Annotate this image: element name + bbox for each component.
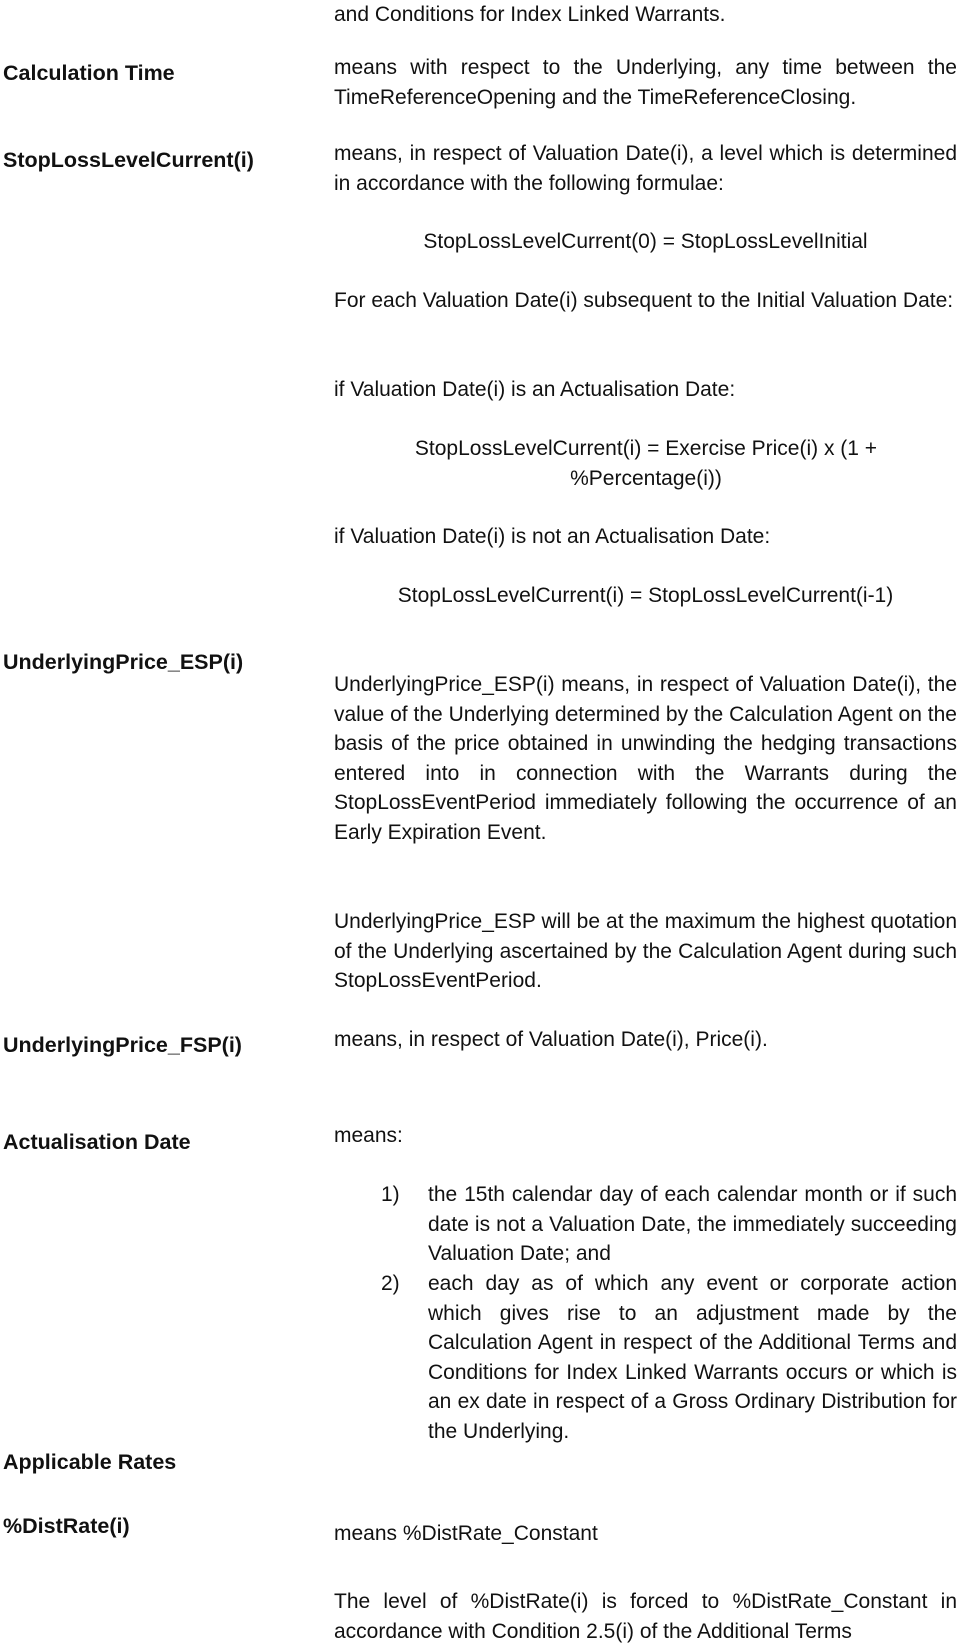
formula-stop-loss-actualisation: StopLossLevelCurrent(i) = Exercise Price(i) x (1 + %Percentage(i)) — [414, 437, 878, 490]
list-item-number: 2) — [381, 1272, 400, 1295]
stop-loss-subsequent-text: For each Valuation Date(i) subsequent to the Initial Valuation Date: — [334, 289, 954, 312]
stop-loss-if-actualisation: if Valuation Date(i) is an Actualisation Date: — [334, 378, 736, 401]
top-continuation-text: and Conditions for Index Linked Warrants. — [334, 3, 726, 26]
definition-calculation-time: means with respect to the Underlying, any time between the TimeReferenceOpening and the TimeReferenceClosing. — [334, 56, 957, 109]
stop-loss-if-not-actualisation: if Valuation Date(i) is not an Actualisation Date: — [334, 525, 771, 548]
term-calculation-time: Calculation Time — [3, 61, 175, 85]
definition-actualisation-intro: means: — [334, 1124, 403, 1147]
definition-esp-para2: UnderlyingPrice_ESP will be at the maximum the highest quotation of the Underlying ascertained by the Calculation Agent during such StopLossEventPeriod. — [334, 910, 957, 993]
definition-esp-para1: UnderlyingPrice_ESP(i) means, in respect of Valuation Date(i), the value of the Underlying determined by the Calculation Agent on the basis of the price obtained in unwinding the hedging transactions entered into in connection with the Warrants during the StopLossEventPeriod immediately following the occurrence of an Early Expiration Event. — [334, 673, 957, 844]
list-item-text: each day as of which any event or corporate action which gives rise to an adjustment made by the Calculation Agent in respect of the Additional Terms and Conditions for Index Linked Warrants occurs or which is an ex date in respect of a Gross Ordinary Distribution for the Underlying. — [428, 1272, 957, 1443]
term-dist-rate: %DistRate(i) — [3, 1514, 130, 1538]
heading-applicable-rates: Applicable Rates — [3, 1450, 177, 1474]
definition-fsp: means, in respect of Valuation Date(i), Price(i). — [334, 1028, 768, 1051]
term-underlying-price-esp: UnderlyingPrice_ESP(i) — [3, 650, 244, 674]
list-item-text: the 15th calendar day of each calendar month or if such date is not a Valuation Date, the immediately succeeding Valuation Date; and — [428, 1183, 957, 1266]
formula-stop-loss-initial: StopLossLevelCurrent(0) = StopLossLevelInitial — [423, 230, 868, 253]
definition-dist-rate: means %DistRate_Constant — [334, 1522, 598, 1545]
dist-rate-note: The level of %DistRate(i) is forced to %DistRate_Constant in accordance with Condition 2.5(i) of the Additional Terms — [334, 1590, 957, 1643]
formula-stop-loss-not-actualisation: StopLossLevelCurrent(i) = StopLossLevelCurrent(i-1) — [397, 584, 894, 607]
term-underlying-price-fsp: UnderlyingPrice_FSP(i) — [3, 1033, 242, 1057]
list-item-number: 1) — [381, 1183, 400, 1206]
term-stop-loss-level-current: StopLossLevelCurrent(i) — [3, 148, 254, 172]
definition-stop-loss-intro: means, in respect of Valuation Date(i), a level which is determined in accordance with the following formulae: — [334, 142, 957, 195]
term-actualisation-date: Actualisation Date — [3, 1130, 191, 1154]
